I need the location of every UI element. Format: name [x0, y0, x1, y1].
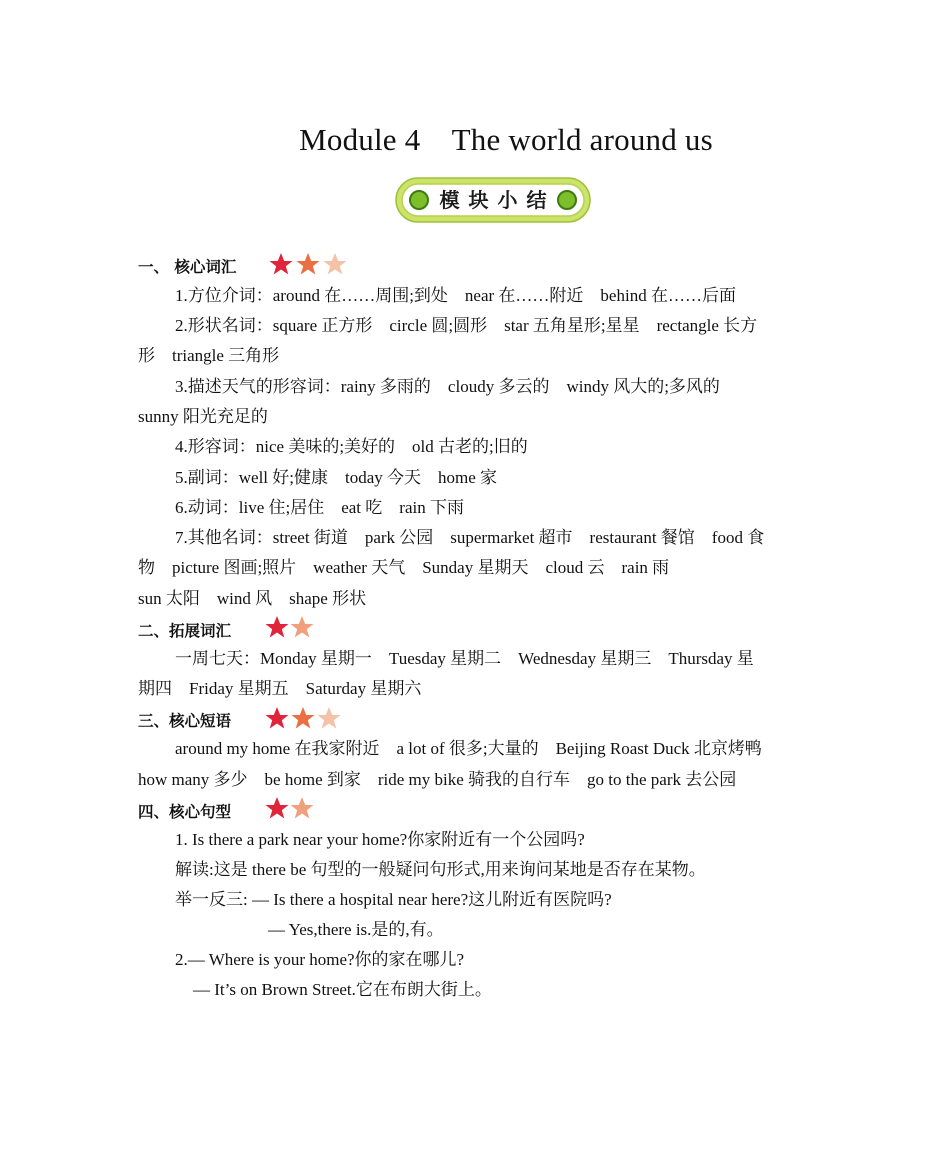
page-title: Module 4 The world around us — [299, 122, 713, 157]
vocab-line: 形 triangle 三角形 — [138, 346, 280, 365]
section-heading-core-phrases: 三、核心短语 — [138, 712, 232, 730]
phrase-line: around my home 在我家附近 a lot of 很多;大量的 Beijing Roast Duck 北京烤鸭 — [175, 739, 762, 758]
rating-stars — [264, 795, 320, 821]
star-icon — [291, 616, 314, 638]
phrase-line: how many 多少 be home 到家 ride my bike 骑我的自行车 go to the park 去公园 — [138, 770, 737, 789]
vocab-line: 4.形容词：nice 美味的;美好的 old 古老的;旧的 — [175, 437, 528, 456]
vocab-line: sunny 阳光充足的 — [138, 407, 268, 426]
vocab-line: 7.其他名词：street 街道 park 公园 supermarket 超市 restaurant 餐馆 food 食 — [175, 528, 765, 547]
star-icon — [318, 707, 341, 729]
section-heading-core-vocab: 一、 核心词汇 — [138, 258, 237, 276]
sentence-example-answer: — Yes,there is.是的,有。 — [268, 920, 444, 939]
section-banner — [394, 175, 592, 225]
vocab-line: 物 picture 图画;照片 weather 天气 Sunday 星期天 cloud 云 rain 雨 — [138, 558, 670, 577]
vocab-line: sun 太阳 wind 风 shape 形状 — [138, 589, 367, 608]
vocab-line: 3.描述天气的形容词：rainy 多雨的 cloudy 多云的 windy 风大的;多风的 — [175, 377, 720, 396]
star-icon — [266, 616, 289, 638]
rating-stars — [264, 614, 320, 640]
vocab-line: 5.副词：well 好;健康 today 今天 home 家 — [175, 468, 498, 487]
vocab-line: 期四 Friday 星期五 Saturday 星期六 — [138, 679, 422, 698]
section-heading-extended-vocab: 二、拓展词汇 — [138, 622, 232, 640]
star-icon — [266, 707, 289, 729]
star-icon — [324, 253, 347, 275]
rating-stars — [264, 705, 344, 731]
banner-label: 模块小结 — [439, 188, 556, 212]
vocab-line: 一周七天：Monday 星期一 Tuesday 星期二 Wednesday 星期三 Thursday 星 — [175, 649, 754, 668]
vocab-line: 6.动词：live 住;居住 eat 吃 rain 下雨 — [175, 498, 464, 517]
rating-stars — [268, 251, 348, 277]
star-icon — [297, 253, 320, 275]
sentence-answer: — It’s on Brown Street.它在布朗大街上。 — [193, 980, 492, 999]
star-icon — [292, 707, 315, 729]
vocab-line: 1.方位介词：around 在……周围;到处 near 在……附近 behind 在……后面 — [175, 286, 736, 305]
sentence-line: 2.— Where is your home?你的家在哪儿? — [175, 950, 465, 969]
star-icon — [266, 797, 289, 819]
star-icon — [291, 797, 314, 819]
sentence-explanation: 解读:这是 there be 句型的一般疑问句形式,用来询问某地是否存在某物。 — [175, 860, 706, 879]
section-heading-core-sentences: 四、核心句型 — [138, 803, 232, 821]
sentence-line: 1. Is there a park near your home?你家附近有一个公园吗? — [175, 830, 585, 849]
sentence-example: 举一反三: — Is there a hospital near here?这儿附近有医院吗? — [175, 890, 612, 909]
vocab-line: 2.形状名词：square 正方形 circle 圆;圆形 star 五角星形;星星 rectangle 长方 — [175, 316, 758, 335]
star-icon — [270, 253, 293, 275]
